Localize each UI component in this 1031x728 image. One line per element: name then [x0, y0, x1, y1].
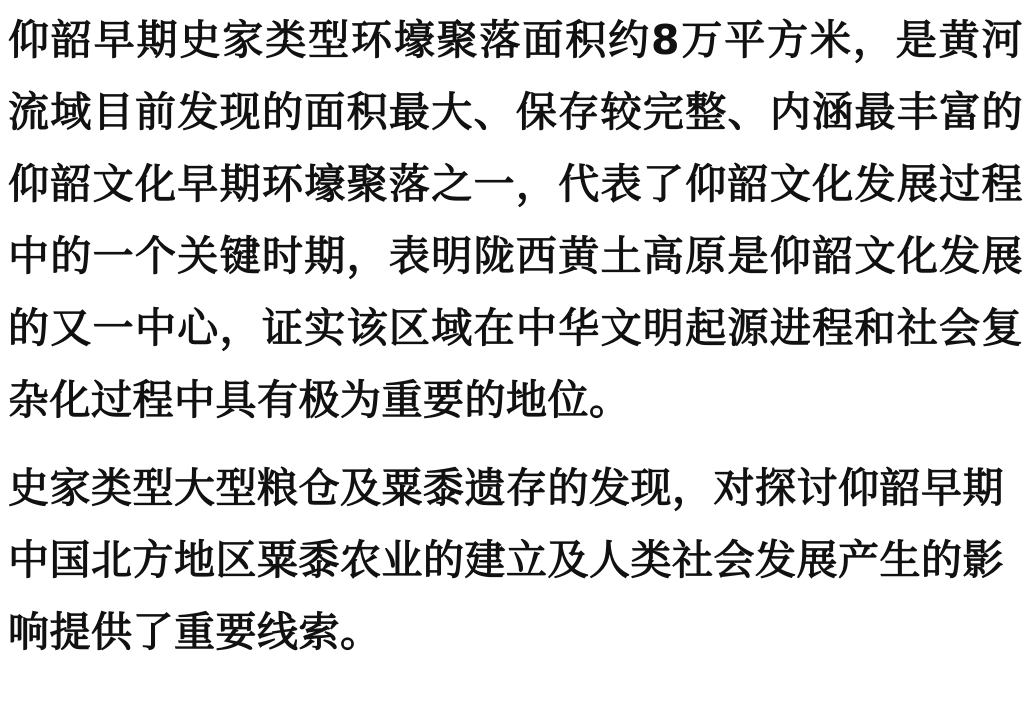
paragraph-2: 史家类型大型粮仓及粟黍遗存的发现，对探讨仰韶早期中国北方地区粟黍农业的建立及人类社会发展产生的影响提供了重要线索。 — [8, 464, 1004, 656]
paragraph-1: 仰韶早期史家类型环壕聚落面积约8万平方米，是黄河流域目前发现的面积最大、保存较完整、内涵最丰富的仰韶文化早期环壕聚落之一，代表了仰韶文化发展过程中的一个关键时期，表明陇西黄土高原是仰韶文化发展的又一中心，证实该区域在中华文明起源进程和社会复杂化过程中具有极为重要的地位。 — [8, 16, 1023, 424]
